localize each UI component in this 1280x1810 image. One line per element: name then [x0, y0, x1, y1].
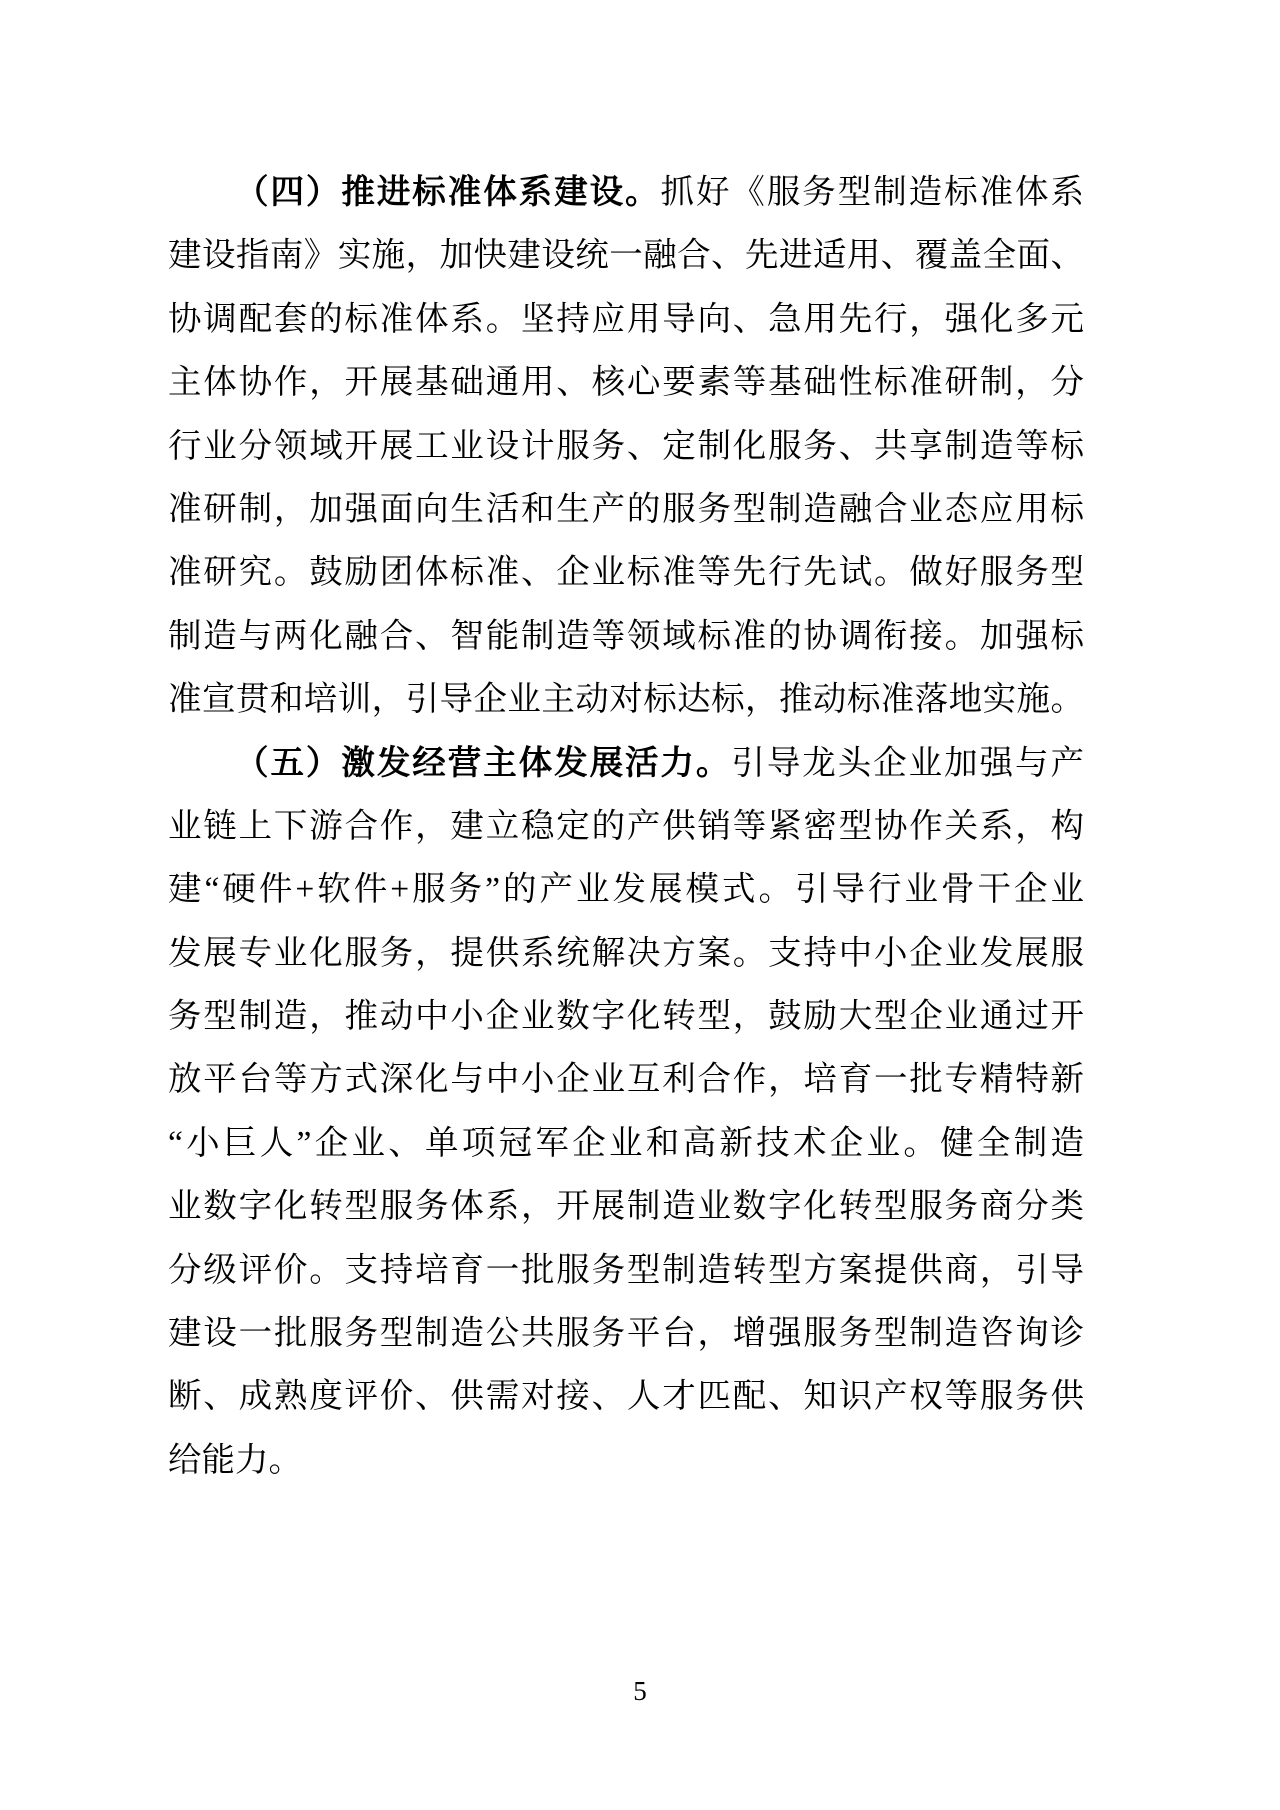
line-text: 发展专业化服务，提供系统解决方案。支持中小企业发展服 — [168, 934, 1084, 972]
line-text: 业数字化转型服务体系，开展制造业数字化转型服务商分类 — [168, 1188, 1084, 1226]
line-text: 分级评价。支持培育一批服务型制造转型方案提供商，引导 — [168, 1251, 1084, 1289]
line-text: 建设一批服务型制造公共服务平台，增强服务型制造咨询诊 — [168, 1315, 1084, 1353]
text-line — [168, 1112, 1084, 1175]
line-text: 行业分领域开展工业设计服务、定制化服务、共享制造等标 — [168, 427, 1084, 465]
text-line — [168, 732, 1084, 795]
line-text: “小巨人”企业、单项冠军企业和高新技术企业。健全制造 — [168, 1124, 1084, 1162]
text-line — [168, 605, 1084, 668]
line-text: 制造与两化融合、智能制造等领域标准的协调衔接。加强标 — [168, 617, 1084, 655]
text-line — [168, 1302, 1084, 1365]
section-heading: （五）激发经营主体发展活力。 — [235, 744, 732, 782]
line-text: 抓好《服务型制造标准体系 — [660, 174, 1084, 211]
text-line — [168, 541, 1084, 604]
text-line — [168, 1175, 1084, 1238]
line-text: 建设指南》实施，加快建设统一融合、先进适用、覆盖全面、 — [168, 237, 1084, 275]
section-heading: （四）推进标准体系建设。 — [235, 174, 661, 211]
line-text: 业链上下游合作，建立稳定的产供销等紧密型协作关系，构 — [168, 807, 1084, 845]
page-number: 5 — [633, 1676, 647, 1706]
line-text: 准宣贯和培训，引导企业主动对标达标，推动标准落地实施。 — [168, 681, 1084, 719]
text-line — [168, 161, 1084, 224]
text-line — [168, 668, 1084, 731]
text-line — [168, 1048, 1084, 1111]
text-line — [168, 224, 1084, 287]
line-text: 准研究。鼓励团体标准、企业标准等先行先试。做好服务型 — [168, 554, 1084, 592]
text-line — [168, 415, 1084, 478]
line-text: 断、成熟度评价、供需对接、人才匹配、知识产权等服务供 — [168, 1378, 1084, 1416]
text-line — [168, 985, 1084, 1048]
line-text: 协调配套的标准体系。坚持应用导向、急用先行，强化多元 — [168, 300, 1084, 338]
text-line — [168, 288, 1084, 351]
line-text: 主体协作，开展基础通用、核心要素等基础性标准研制，分 — [168, 364, 1084, 402]
text-line — [168, 478, 1084, 541]
line-text: 引导龙头企业加强与产 — [731, 744, 1084, 782]
line-text: 务型制造，推动中小企业数字化转型，鼓励大型企业通过开 — [168, 998, 1084, 1036]
text-line — [168, 1239, 1084, 1302]
text-line — [168, 1429, 1084, 1492]
text-line — [168, 858, 1084, 921]
line-text: 放平台等方式深化与中小企业互利合作，培育一批专精特新 — [168, 1061, 1084, 1099]
line-text: 建“硬件+软件+服务”的产业发展模式。引导行业骨干企业 — [168, 871, 1084, 909]
document-body — [168, 161, 1084, 1492]
text-line — [168, 795, 1084, 858]
line-text: 给能力。 — [168, 1441, 302, 1479]
text-line — [168, 1365, 1084, 1428]
text-line — [168, 922, 1084, 985]
line-text: 准研制，加强面向生活和生产的服务型制造融合业态应用标 — [168, 490, 1084, 528]
text-line — [168, 351, 1084, 414]
